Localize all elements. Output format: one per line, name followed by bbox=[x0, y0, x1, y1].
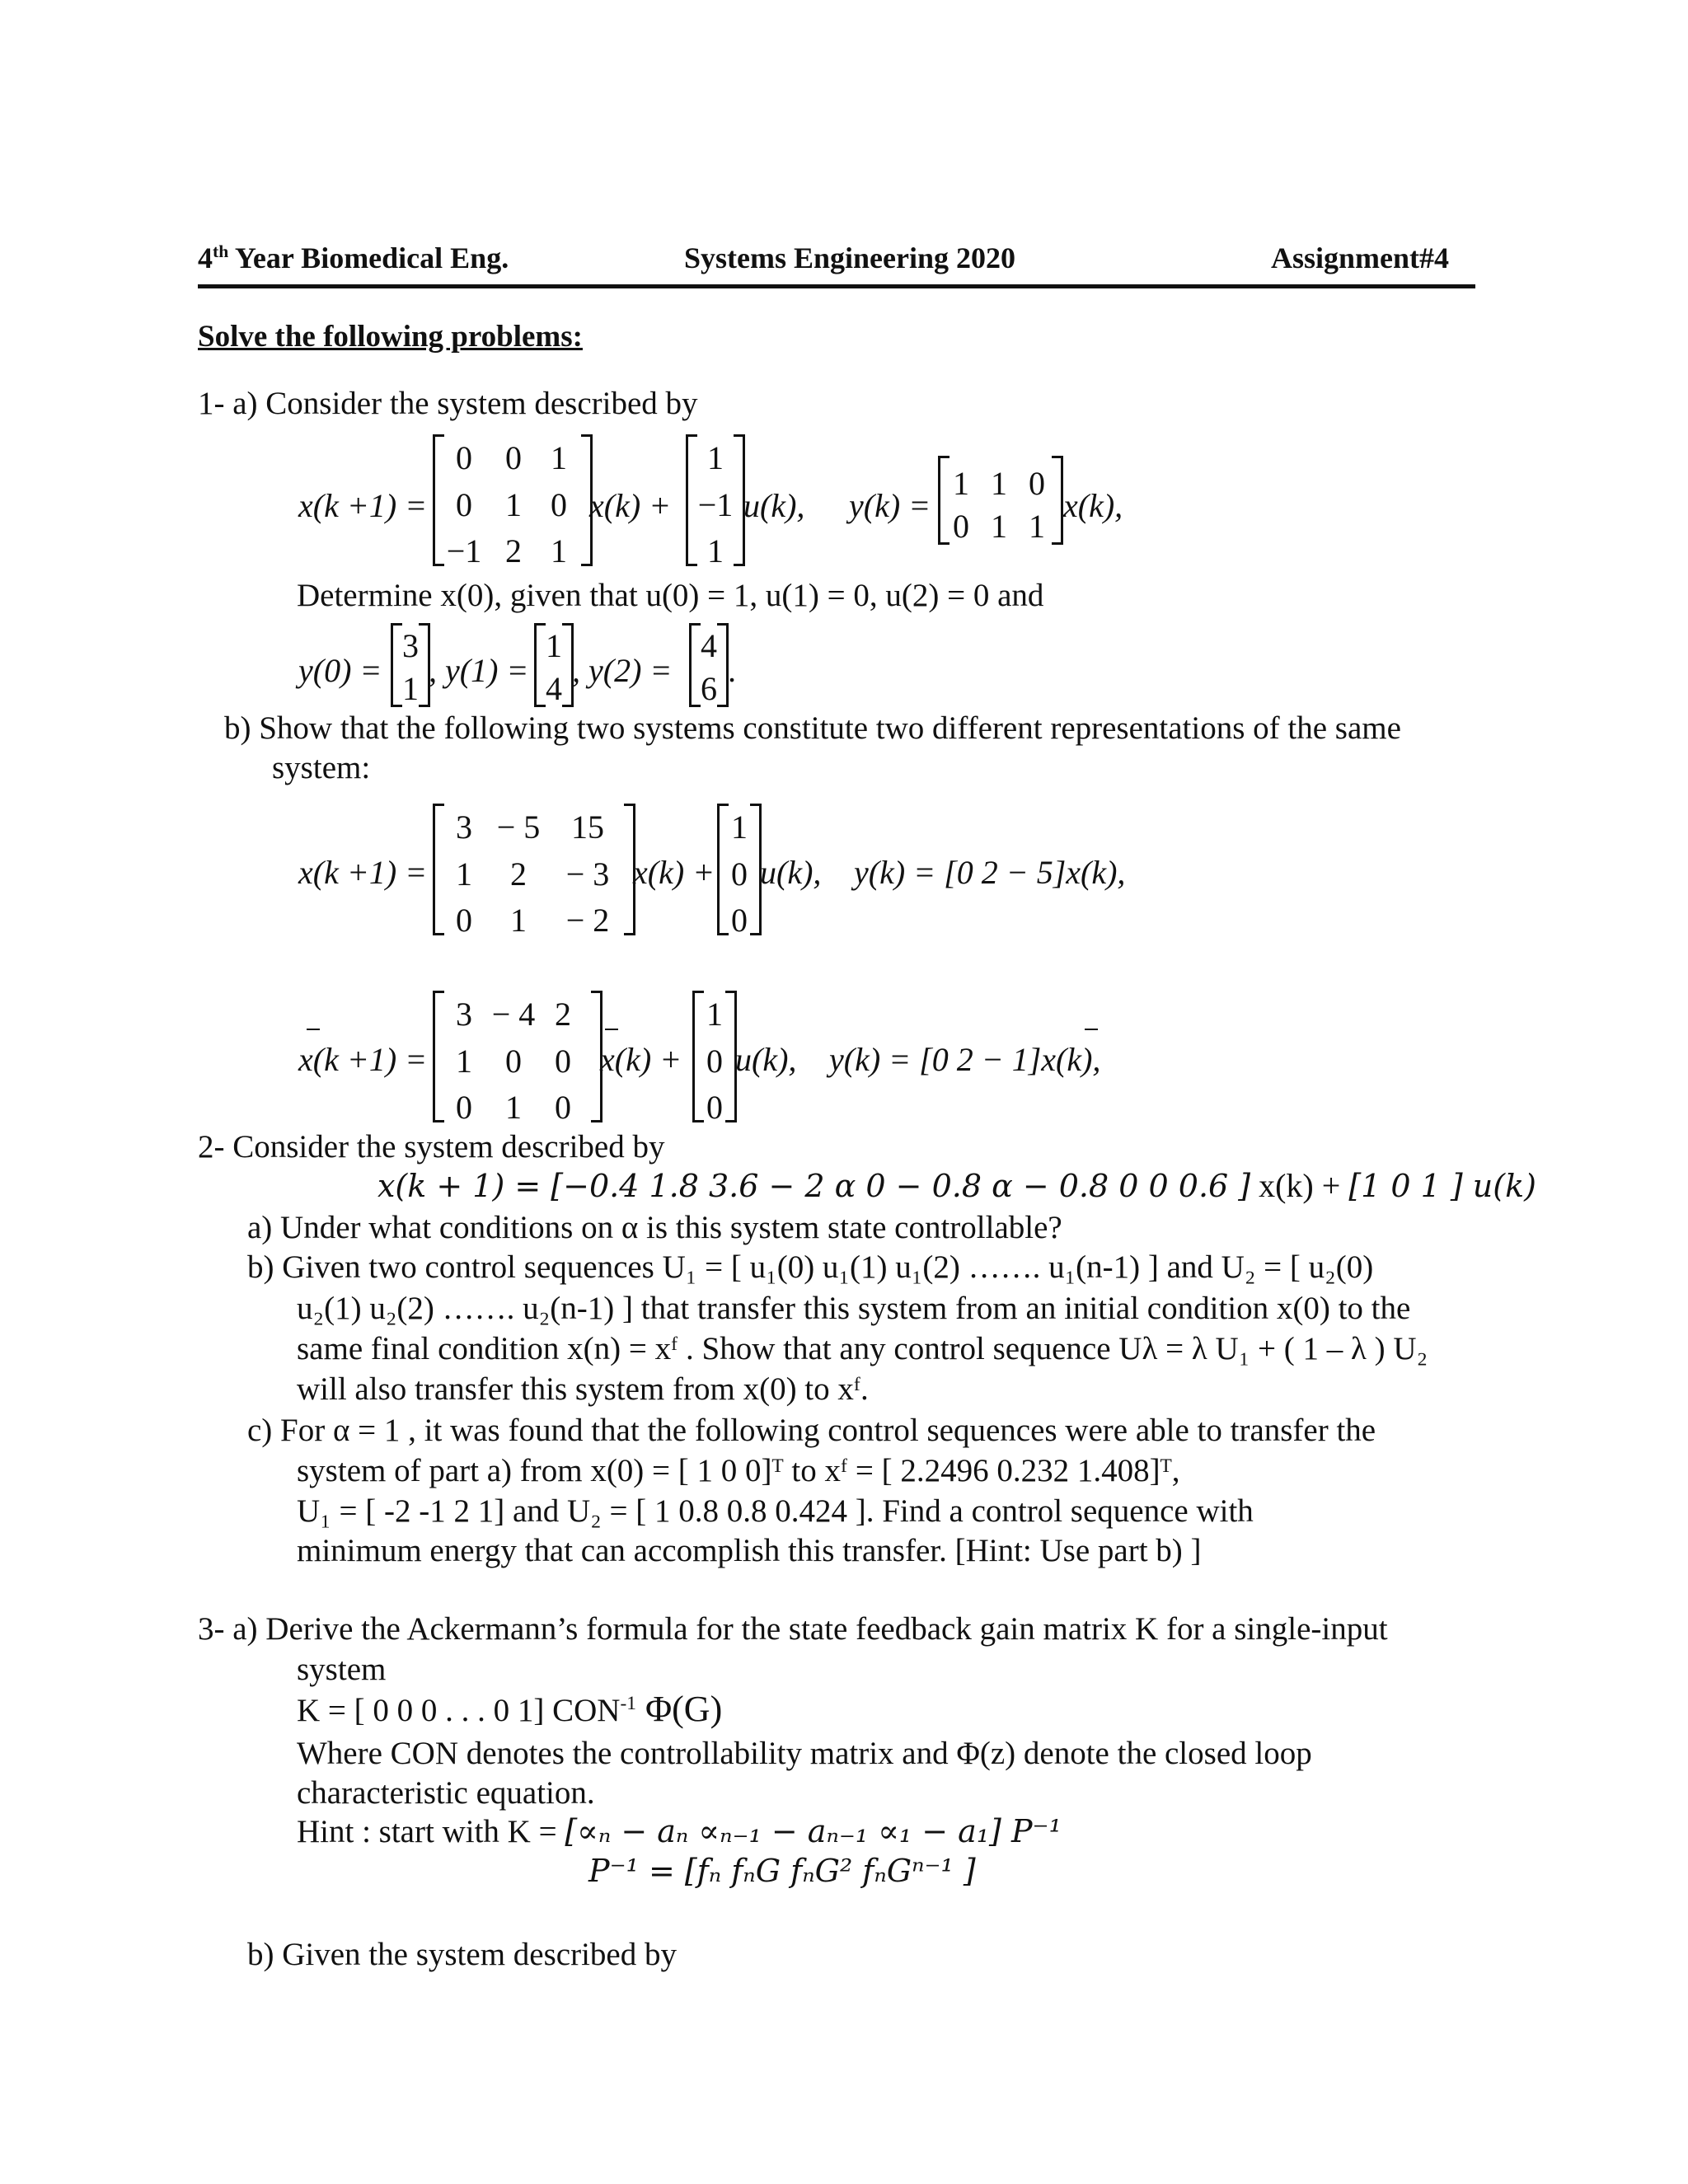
p2-eq-matrix: x(k + 1) = [−0.4 1.8 3.6 − 2 α 0 − 0.8 α − 0.8 0 0 0.6 ] bbox=[377, 1168, 1251, 1204]
y2-0: 4 bbox=[701, 627, 717, 664]
y2-label: , y(2) = bbox=[572, 652, 673, 689]
k-formula-sup: -1 bbox=[620, 1693, 636, 1714]
B-1: −1 bbox=[697, 486, 734, 523]
p2-c1: c) For α = 1 , it was found that the following control sequences were able to transfer the bbox=[247, 1413, 1376, 1448]
sys1-output: y(k) = [0 2 − 5]x(k), bbox=[854, 854, 1126, 891]
p2-eq-xk: x(k) + bbox=[1250, 1167, 1349, 1204]
header-right: Assignment#4 bbox=[1271, 241, 1450, 274]
A-2-1: 2 bbox=[505, 532, 522, 569]
header-year-number: 4 bbox=[198, 241, 213, 274]
sys2-matrix-A bbox=[433, 991, 603, 1126]
s2B-2: 0 bbox=[706, 1089, 723, 1126]
p2-lead: 2- Consider the system described by bbox=[198, 1129, 665, 1165]
p2-c4: minimum energy that can accomplish this transfer. [Hint: Use part b) ] bbox=[297, 1533, 1202, 1568]
p3-hint bbox=[297, 1813, 1062, 1849]
p3-k-formula bbox=[297, 1691, 722, 1727]
y0-vector bbox=[391, 623, 430, 707]
p2-b2: u₂(1) u₂(2) ……. u₂(n-1) ] that transfer this system from an initial condition x(0) to the bbox=[297, 1291, 1411, 1326]
y1-vector bbox=[534, 623, 574, 707]
hint-label: Hint : start with K = bbox=[297, 1814, 565, 1849]
sys2-bar-xk bbox=[605, 1029, 618, 1030]
y2-1: 6 bbox=[701, 670, 717, 707]
instructions-text: Solve the following problems: bbox=[198, 320, 583, 354]
p1a-uk: u(k), bbox=[743, 487, 805, 524]
C-1-1: 1 bbox=[991, 508, 1007, 545]
sys1-xk: x(k) + bbox=[633, 854, 715, 891]
sys1-matrix-A bbox=[433, 804, 635, 939]
A-0-0: 0 bbox=[456, 439, 472, 476]
s1A-2-1: 1 bbox=[510, 902, 527, 939]
sys2-xk: x(k) + bbox=[600, 1041, 682, 1078]
p2-equation bbox=[377, 1166, 1536, 1205]
y1-1: 4 bbox=[546, 670, 562, 707]
s2A-2-1: 1 bbox=[505, 1089, 522, 1126]
y1-0: 1 bbox=[546, 627, 562, 664]
p1a-matrix-B bbox=[686, 434, 745, 569]
p3-pinv: P⁻¹ = [fₙ fₙG fₙG² fₙGⁿ⁻¹ ] bbox=[588, 1853, 976, 1889]
p2-eq-input: [1 0 1 ] u(k) bbox=[1348, 1168, 1536, 1204]
sys2-output: y(k) = [0 2 − 1]x(k), bbox=[829, 1041, 1101, 1078]
A-2-2: 1 bbox=[551, 532, 567, 569]
s2A-0-0: 3 bbox=[456, 996, 472, 1033]
s1A-2-0: 0 bbox=[456, 902, 472, 939]
hint-expression: [∝ₙ − aₙ ∝ₙ₋₁ − aₙ₋₁ ∝₁ − a₁] P⁻¹ bbox=[565, 1813, 1062, 1849]
s2A-2-0: 0 bbox=[456, 1089, 472, 1126]
C-0-2: 0 bbox=[1029, 465, 1045, 502]
C-1-2: 1 bbox=[1029, 508, 1045, 545]
p1a-lhs: x(k +1) = bbox=[298, 487, 428, 524]
p2-b1: b) Given two control sequences U₁ = [ u₁(0) u₁(1) u₁(2) ……. u₁(n-1) ] and U₂ = [ u₂(0) bbox=[247, 1249, 1374, 1285]
p1b-line1: b) Show that the following two systems constitute two different representations of the same bbox=[224, 710, 1401, 746]
C-0-0: 1 bbox=[953, 465, 969, 502]
C-0-1: 1 bbox=[991, 465, 1007, 502]
A-1-1: 1 bbox=[505, 486, 522, 523]
p2-b3: same final condition x(n) = xᶠ . Show that any control sequence Uλ = λ U₁ + ( 1 – λ ) U₂ bbox=[297, 1331, 1428, 1366]
header-rule bbox=[198, 284, 1475, 288]
p3-b: b) Given the system described by bbox=[247, 1937, 677, 1972]
p1a-matrix-A bbox=[433, 434, 593, 569]
C-1-0: 0 bbox=[953, 508, 969, 545]
s2B-0: 1 bbox=[706, 996, 723, 1033]
s2A-1-2: 0 bbox=[555, 1043, 571, 1080]
header-left bbox=[198, 241, 509, 275]
p2-a: a) Under what conditions on α is this system state controllable? bbox=[247, 1210, 1062, 1245]
A-1-0: 0 bbox=[456, 486, 472, 523]
sys1-lhs: x(k +1) = bbox=[298, 854, 428, 891]
p1b-line2: system: bbox=[272, 750, 371, 785]
y0-1: 1 bbox=[402, 670, 419, 707]
s2A-0-2: 2 bbox=[555, 996, 571, 1033]
s2A-1-1: 0 bbox=[505, 1043, 522, 1080]
y2-period: . bbox=[729, 652, 737, 689]
A-0-1: 0 bbox=[505, 439, 522, 476]
p1a-lead: 1- a) Consider the system described by bbox=[198, 386, 698, 421]
p1a-determine: Determine x(0), given that u(0) = 1, u(1) = 0, u(2) = 0 and bbox=[297, 578, 1044, 613]
y1-label: , y(1) = bbox=[429, 652, 529, 689]
y0-0: 3 bbox=[402, 627, 419, 664]
s1A-0-1: − 5 bbox=[496, 808, 541, 846]
p1a-matrix-C bbox=[938, 456, 1063, 545]
s1B-1: 0 bbox=[731, 855, 748, 893]
p1a-ylhs: y(k) = bbox=[849, 487, 931, 524]
A-2-0: −1 bbox=[446, 532, 482, 569]
s2A-2-2: 0 bbox=[555, 1089, 571, 1126]
p1a-xk2: x(k), bbox=[1063, 487, 1123, 524]
s2A-1-0: 1 bbox=[456, 1043, 472, 1080]
p2-b4: will also transfer this system from x(0) to xᶠ. bbox=[297, 1371, 869, 1407]
p1a-xk: x(k) + bbox=[589, 487, 672, 524]
header-year-sup: th bbox=[213, 241, 229, 261]
header-center: Systems Engineering 2020 bbox=[684, 241, 1016, 274]
s1A-1-0: 1 bbox=[456, 855, 472, 893]
header-year-text: Year Biomedical Eng. bbox=[228, 241, 509, 274]
s1A-1-2: − 3 bbox=[565, 855, 610, 893]
instructions-heading bbox=[198, 321, 583, 352]
B-0: 1 bbox=[707, 439, 724, 476]
p2-c2: system of part a) from x(0) = [ 1 0 0]ᵀ to xᶠ = [ 2.2496 0.232 1.408]ᵀ, bbox=[297, 1453, 1180, 1488]
sys2-bar-out bbox=[1085, 1029, 1098, 1030]
p3-where1: Where CON denotes the controllability matrix and Φ(z) denote the closed loop bbox=[297, 1736, 1312, 1771]
A-1-2: 0 bbox=[551, 486, 567, 523]
sys1-uk: u(k), bbox=[760, 854, 822, 891]
sys2-bar-x bbox=[307, 1029, 320, 1030]
p3-a2: system bbox=[297, 1652, 387, 1687]
s1A-1-1: 2 bbox=[510, 855, 527, 893]
A-0-2: 1 bbox=[551, 439, 567, 476]
k-formula-phi: Φ(G) bbox=[635, 1689, 723, 1729]
p2-c3: U₁ = [ -2 -1 2 1] and U₂ = [ 1 0.8 0.8 0.424 ]. Find a control sequence with bbox=[297, 1493, 1254, 1529]
s1A-2-2: − 2 bbox=[565, 902, 610, 939]
sys1-matrix-B bbox=[717, 804, 762, 939]
y0-label: y(0) = bbox=[298, 652, 382, 689]
y2-vector bbox=[689, 623, 729, 707]
sys2-matrix-B bbox=[692, 991, 737, 1126]
p3-where2: characteristic equation. bbox=[297, 1775, 595, 1811]
s1A-0-0: 3 bbox=[456, 808, 472, 846]
s1B-2: 0 bbox=[731, 902, 748, 939]
p3-a1: 3- a) Derive the Ackermann’s formula for the state feedback gain matrix K for a single-input bbox=[198, 1611, 1388, 1647]
sys2-uk: u(k), bbox=[735, 1041, 797, 1078]
sys2-lhs: x(k +1) = bbox=[298, 1041, 428, 1078]
B-2: 1 bbox=[707, 532, 724, 569]
s2A-0-1: − 4 bbox=[491, 996, 536, 1033]
k-formula-main: K = [ 0 0 0 . . . 0 1] CON bbox=[297, 1693, 621, 1728]
s2B-1: 0 bbox=[706, 1043, 723, 1080]
s1A-0-2: 15 bbox=[571, 808, 604, 846]
s1B-0: 1 bbox=[731, 808, 748, 846]
